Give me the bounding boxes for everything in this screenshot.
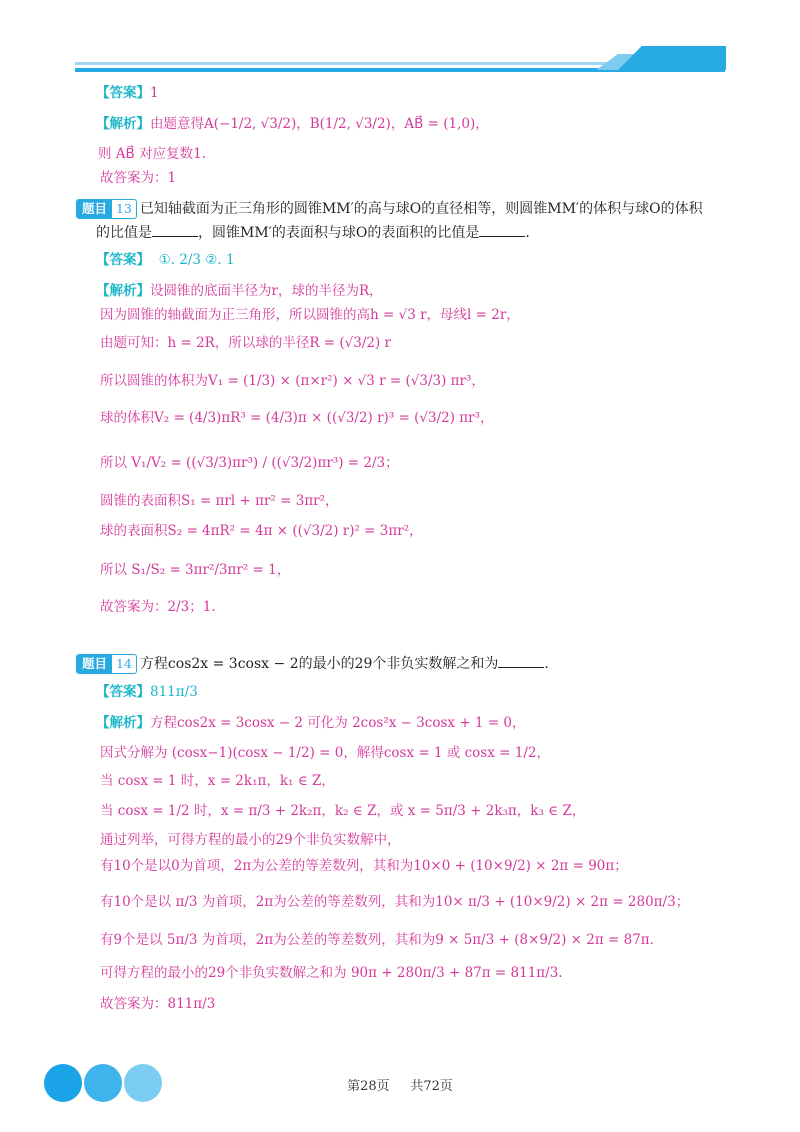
q13-stem-line-2: [96, 222, 530, 243]
p12-answer: [96, 83, 159, 103]
q13-stem-line-1: [76, 199, 703, 219]
question-number: 13: [116, 201, 132, 216]
header-rule-light: [75, 62, 635, 65]
q14-solution-line-6: 有10个是以0为首项，2π为公差的等差数列，其和为10×0 + (10×9/2) × 2π = 90π；: [100, 858, 628, 874]
q13-solution-line-8: 球的表面积S₂ = 4πR² = 4π × ((√3/2) r)² = 3πr²，: [100, 523, 423, 539]
page-footer: [0, 1075, 800, 1094]
answer-blank-2: [479, 222, 525, 237]
q13-solution-line-9: 所以 S₁/S₂ = 3πr²/3πr² = 1，: [100, 562, 291, 578]
q14-solution-line-9: 可得方程的最小的29个非负实数解之和为 90π + 280π/3 + 87π = 811π/3.: [100, 965, 563, 981]
q14-stem: [76, 653, 549, 674]
p12-solution-line-3: 故答案为：1: [100, 170, 177, 186]
question-text: ，圆锥MM′的表面积与球O的表面积的比值是: [198, 225, 480, 241]
solution-text: 方程cos2x = 3cosx − 2 可化为 2cos²x − 3cosx + 1 = 0，: [150, 715, 526, 731]
p12-solution-line-2: 则 AB⃗ 对应复数1.: [98, 146, 206, 162]
solution-text: 设圆锥的底面半径为r，球的半径为R，: [150, 283, 383, 299]
q13-solution-line-3: 由题可知：h = 2R，所以球的半径R = (√3/2) r: [100, 335, 392, 351]
question-text: 的比值是: [96, 225, 152, 241]
answer-blank-1: [152, 222, 198, 237]
q14-solution-line-1: [96, 713, 526, 733]
answer-value: ①. 2/3 ②. 1: [158, 252, 235, 268]
q13-solution-line-7: 圆锥的表面积S₁ = πrl + πr² = 3πr²，: [100, 493, 339, 509]
p12-solution-line-1: [96, 114, 489, 134]
question-number-badge: [76, 654, 137, 674]
page-total: 共72页: [410, 1079, 453, 1094]
q13-solution-line-1: [96, 281, 383, 301]
q14-solution-line-4: 当 cosx = 1/2 时，x = π/3 + 2k₂π，k₂ ∈ Z，或 x = 5π/3 + 2k₃π，k₃ ∈ Z，: [100, 803, 586, 819]
question-text: .: [525, 225, 530, 241]
answer-label: 【答案】: [96, 85, 150, 101]
q13-solution-line-5: 球的体积V₂ = (4/3)πR³ = (4/3)π × ((√3/2) r)³ = (√3/2) πr³，: [100, 410, 494, 426]
q13-solution-line-10: 故答案为：2/3；1.: [100, 599, 216, 615]
question-tag: 题目: [77, 655, 112, 673]
q14-solution-line-5: 通过列举，可得方程的最小的29个非负实数解中，: [100, 832, 401, 848]
question-tag: 题目: [77, 200, 112, 218]
question-text: 方程cos2x = 3cosx − 2的最小的29个非负实数解之和为: [139, 656, 499, 672]
header-tab: [618, 46, 726, 70]
q13-solution-line-2: 因为圆锥的轴截面为正三角形，所以圆锥的高h = √3 r，母线l = 2r，: [100, 307, 520, 323]
solution-label: 【解析】: [96, 116, 150, 132]
answer-value: 1: [150, 85, 159, 101]
answer-blank: [498, 653, 544, 668]
q14-solution-line-7: 有10个是以 π/3 为首项，2π为公差的等差数列，其和为10× π/3 + (10×9/2) × 2π = 280π/3；: [100, 894, 690, 910]
q13-solution-line-6: 所以 V₁/V₂ = ((√3/3)πr³) / ((√3/2)πr³) = 2/3；: [100, 455, 399, 471]
q14-solution-line-3: 当 cosx = 1 时，x = 2k₁π，k₁ ∈ Z，: [100, 773, 335, 789]
answer-label: 【答案】: [96, 684, 150, 700]
solution-label: 【解析】: [96, 715, 150, 731]
q13-answer: [96, 250, 235, 270]
question-number-badge: [76, 199, 137, 219]
q14-answer: [96, 682, 198, 702]
question-text: 已知轴截面为正三角形的圆锥MM′的高与球O的直径相等，则圆锥MM′的体积与球O的体积: [139, 201, 703, 217]
solution-text: 由题意得A(−1/2, √3/2)，B(1/2, √3/2)，AB⃗ = (1,0)，: [150, 116, 489, 132]
question-text: .: [544, 656, 549, 672]
answer-value: 811π/3: [150, 684, 198, 700]
q13-solution-line-4: 所以圆锥的体积为V₁ = (1/3) × (π×r²) × √3 r = (√3/3) πr³，: [100, 373, 485, 389]
q14-solution-line-8: 有9个是以 5π/3 为首项，2π为公差的等差数列，其和为9 × 5π/3 + (8×9/2) × 2π = 87π.: [100, 932, 654, 948]
answer-label: 【答案】: [96, 252, 150, 268]
solution-label: 【解析】: [96, 283, 150, 299]
q14-solution-line-10: 故答案为：811π/3: [100, 996, 216, 1012]
page-number: 第28页: [347, 1079, 390, 1094]
q14-solution-line-2: 因式分解为 (cosx−1)(cosx − 1/2) = 0，解得cosx = 1 或 cosx = 1/2，: [100, 745, 550, 761]
question-number: 14: [116, 656, 132, 671]
